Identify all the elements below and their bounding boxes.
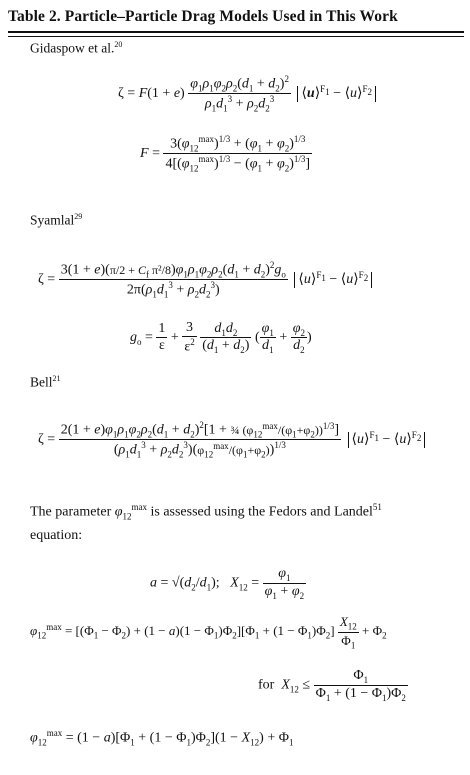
equation-bell-zeta: ζ = $\frac{2(1 + e)\varphi_1\rho_1\varphi_2\rho_2(d_1 + d_2)^2[1 + \frac{3}{4} (\varphi_{12}^{max}/(\varphi_1+\varphi_2))^{1/3}]}{(\rho_1d_1^3 + \rho_2d_2^3)(\varphi_{12}^{max}/(\varphi_1+\varphi_2))^{1/3}}$ ⟨u⟩$^{F_1}$ − ⟨u⟩$^{F_2}$ [38, 420, 428, 460]
equation-syamlal-go: $g_o$ = $\frac{1}{\varepsilon}$ + $\frac{3}{\varepsilon^2}$ $\frac{d_1d_2}{(d_1 + d_2)}$ ( $\frac{\varphi_1}{d_1}$ + $\frac{\varphi_2}{d_2}$ ) [130, 320, 312, 356]
model-label-bell: Bell$^{21}$ [30, 374, 61, 390]
equation-condition: for $X_{12}$ ≤ $\frac{\Phi_1}{\Phi_1 + (1 - \Phi_1)\Phi_2}$ [258, 668, 406, 703]
equation-gidaspow-f: F = $\frac{3(\varphi_{12}^{max})^{1/3} + (\varphi_1 + \varphi_2)^{1/3}}{4[(\varphi_{12}^{max})^{1/3} - (\varphi_1 + \varphi_2)^{1/3}]}$ [140, 134, 311, 174]
table-rule-top [8, 31, 464, 33]
table-title: Table 2. Particle–Particle Drag Models Used in This Work [8, 8, 398, 25]
fedors-landel-paragraph: The parameter $\varphi_{12}^{max}$ is assessed using the Fedors and Landel$^{51}$ equation: [30, 502, 382, 544]
equation-syamlal-zeta: ζ = $\frac{3(1 + e)(\pi/2 + C_f \pi^2/8)\varphi_1\rho_1\varphi_2\rho_2(d_1 + d_2)^2g_o}{2\pi(\rho_1d_1^3 + \rho_2d_2^3)}$ ⟨u⟩$^{F_1}$ − ⟨u⟩$^{F_2}$ [38, 260, 375, 300]
equation-gidaspow-zeta: ζ = F(1 + e) $\frac{\varphi_1\rho_1\varphi_2\rho_2(d_1 + d_2)^2}{\rho_1d_1^3 + \rho_2d_2^3}$ ⟨u⟩$^{F_1}$ − ⟨u⟩$^{F_2}$ [118, 74, 379, 114]
equation-phi-max-1: $\varphi_{12}^{max} = [(\Phi_1 - \Phi_2) + (1 - a)(1 - \Phi_1)\Phi_2][\Phi_1 + (1 - \Phi_1)\Phi_2]$ $\frac{X_{12}}{\Phi_1}$ + $\Phi_2$ [30, 614, 387, 651]
equation-a-x12: $a = √(d_2/d_1)$; $X_{12}$ = $\frac{\varphi_1}{\varphi_1 + \varphi_2}$ [150, 566, 305, 601]
equation-phi-max-2: $\varphi_{12}^{max} = (1 - a)[\Phi_1 + (1 - \Phi_1)\Phi_2](1 - X_{12}) + \Phi_1$ [30, 728, 294, 748]
model-label-syamlal: Syamlal$^{29}$ [30, 212, 83, 228]
table-rule-bottom [8, 36, 464, 37]
model-label-gidaspow: Gidaspow et al.$^{20}$ [30, 40, 123, 56]
